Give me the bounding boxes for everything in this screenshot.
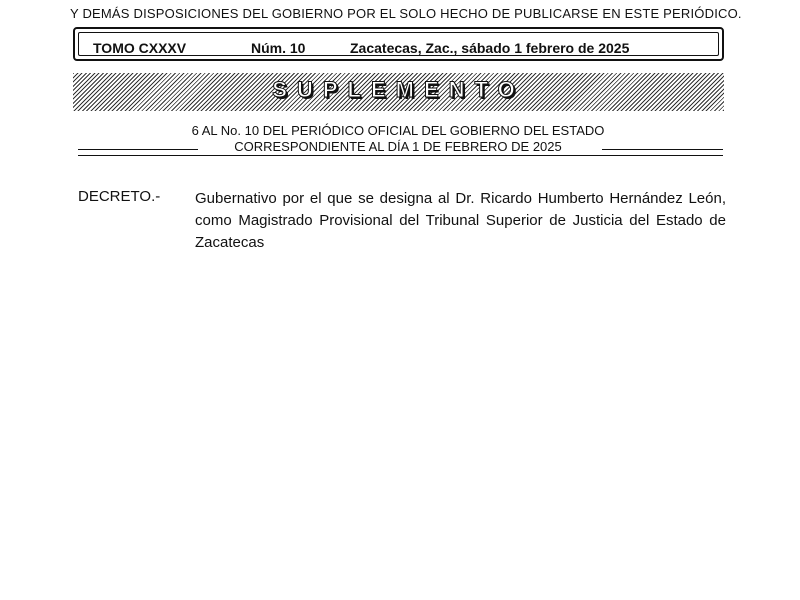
decreto-description: Gubernativo por el que se designa al Dr. Ricardo Humberto Hernández León, como Magistrado Provisional del Tribunal Superior de Justicia del Estado de Zacatecas (195, 190, 726, 251)
suplemento-subtitle-line2: CORRESPONDIENTE AL DÍA 1 DE FEBRERO DE 2025 (234, 139, 562, 154)
numero-label: Núm. 10 (251, 40, 306, 56)
suplemento-subtitle-line1: 6 AL No. 10 DEL PERIÓDICO OFICIAL DEL GOBIERNO DEL ESTADO (191, 123, 605, 138)
left-rule-bottom (78, 155, 198, 156)
tomo-box (73, 27, 724, 61)
center-rule (198, 155, 602, 156)
right-rule-bottom (602, 155, 723, 156)
decreto-label: DECRETO.- (78, 188, 161, 205)
suplemento-title: SUPLEMENTO (272, 77, 525, 102)
header-disclaimer-line: Y DEMÁS DISPOSICIONES DEL GOBIERNO POR EL SOLO HECHO DE PUBLICARSE EN ESTE PERIÓDICO. (70, 6, 742, 21)
fecha-label: Zacatecas, Zac., sábado 1 febrero de 2025 (350, 40, 630, 56)
suplemento-banner (73, 73, 724, 111)
tomo-inner-frame (78, 32, 719, 56)
right-rule-top (602, 149, 723, 150)
tomo-label: TOMO CXXXV (93, 40, 187, 56)
clipped-previous-line (70, 0, 726, 3)
left-rule-top (78, 149, 198, 150)
